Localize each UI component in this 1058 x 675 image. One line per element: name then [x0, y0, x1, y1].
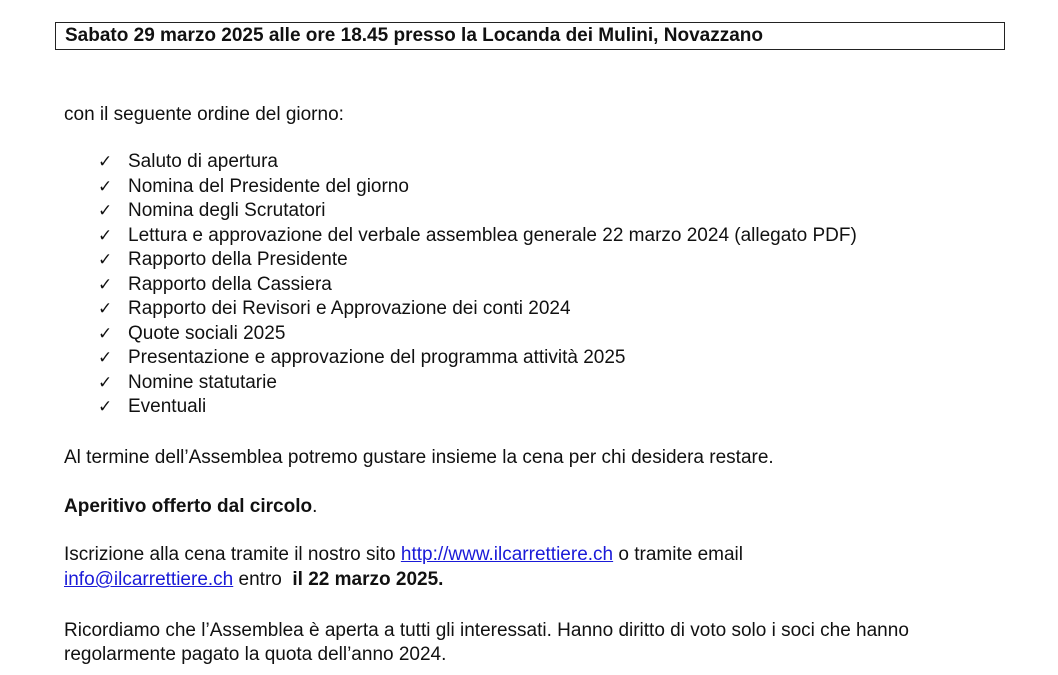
check-icon: ✓: [98, 274, 113, 295]
check-icon: ✓: [98, 348, 113, 368]
website-link[interactable]: http://www.ilcarrettiere.ch: [400, 544, 614, 565]
agenda-item: [98, 371, 857, 396]
check-icon: ✓: [98, 250, 113, 270]
event-header-title: Sabato 29 marzo 2025 alle ore 18.45 presso la Locanda dei Mulini, Novazzano: [65, 25, 763, 46]
agenda-item: [98, 199, 857, 224]
reminder-line-1: Ricordiamo che l’Assemblea è aperta a tutti gli interessati. Hanno diritto di voto solo i soci che hanno: [64, 620, 909, 641]
check-icon: ✓: [98, 372, 113, 393]
reminder-line-2: regolarmente pagato la quota dell’anno 2024.: [64, 644, 447, 665]
agenda-item: [98, 248, 857, 273]
check-icon: ✓: [98, 176, 113, 197]
aperitivo-note: [64, 495, 317, 519]
registration-line-2: [64, 568, 443, 592]
agenda-item: [98, 273, 857, 298]
email-link[interactable]: info@ilcarrettiere.ch: [64, 569, 234, 590]
agenda-item: [98, 224, 857, 249]
dinner-note: Al termine dell’Assemblea potremo gustare insieme la cena per chi desidera restare.: [64, 447, 774, 468]
agenda-item: [98, 346, 857, 371]
agenda-item: [98, 175, 857, 200]
agenda-item: [98, 322, 857, 347]
agenda-item-label: Rapporto dei Revisori e Approvazione dei conti 2024: [128, 298, 571, 319]
agenda-item: [98, 150, 857, 175]
aperitivo-tail: .: [312, 496, 318, 517]
event-header-box: [55, 22, 1005, 50]
registration-prefix: Iscrizione alla cena tramite il nostro sito: [64, 544, 401, 565]
aperitivo-bold-text: Aperitivo offerto dal circolo: [64, 496, 313, 517]
agenda-item-label: Nomine statutarie: [128, 371, 277, 393]
check-icon: ✓: [98, 201, 113, 221]
agenda-item-label: Saluto di apertura: [128, 151, 278, 172]
check-icon: ✓: [98, 323, 113, 344]
check-icon: ✓: [98, 225, 113, 246]
agenda-item-label: Nomina del Presidente del giorno: [128, 175, 409, 197]
check-icon: ✓: [98, 152, 113, 172]
registration-deadline: il 22 marzo 2025.: [292, 569, 444, 590]
agenda-list: [98, 150, 857, 420]
registration-line-1: [64, 543, 743, 567]
agenda-item: [98, 297, 857, 322]
check-icon: ✓: [98, 397, 113, 417]
agenda-item-label: Rapporto della Cassiera: [128, 273, 332, 295]
agenda-item-label: Eventuali: [128, 396, 207, 417]
agenda-item: [98, 395, 857, 420]
registration-entro: entro: [233, 569, 293, 590]
check-icon: ✓: [98, 299, 113, 319]
agenda-item-label: Quote sociali 2025: [128, 322, 286, 344]
agenda-intro: con il seguente ordine del giorno:: [64, 104, 344, 125]
agenda-item-label: Presentazione e approvazione del programma attività 2025: [128, 347, 626, 368]
agenda-item-label: Nomina degli Scrutatori: [128, 200, 326, 221]
registration-middle: o tramite email: [613, 544, 743, 565]
agenda-item-label: Rapporto della Presidente: [128, 249, 348, 270]
agenda-item-label: Lettura e approvazione del verbale assemblea generale 22 marzo 2024 (allegato PDF): [128, 224, 857, 246]
